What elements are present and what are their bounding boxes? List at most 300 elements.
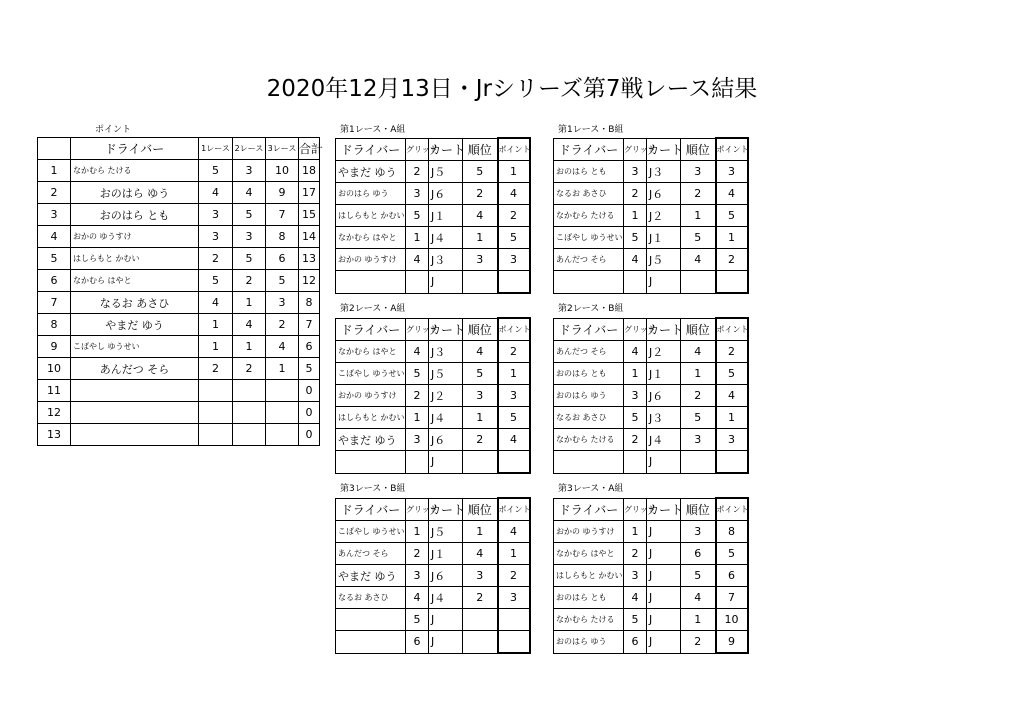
driver-cell: おかの ゆうすけ (71, 226, 199, 248)
rank-cell: 5 (38, 248, 71, 270)
grid-cell: 4 (406, 341, 429, 363)
race2-points-cell: 1 (233, 336, 266, 358)
grid-cell: 2 (624, 543, 647, 565)
race-caption-2b: 第2レース・B組 (558, 304, 624, 314)
kart-header: カート (647, 138, 681, 161)
driver-cell: はしらもと かむい (336, 407, 406, 429)
race-table-2b (553, 317, 749, 474)
points-cell: 5 (716, 543, 748, 565)
race1-points-cell: 1 (199, 336, 233, 358)
grid-cell: 5 (406, 363, 429, 385)
grid-cell: 1 (624, 205, 647, 227)
race2-points-cell: 3 (233, 226, 266, 248)
kart-cell: J１ (429, 205, 463, 227)
kart-cell: J１ (429, 543, 463, 565)
race-table-1b (553, 137, 749, 294)
driver-header: ドライバー (554, 498, 624, 521)
position-cell: 1 (463, 407, 498, 429)
kart-cell: J１ (647, 227, 681, 249)
race-table-3b (335, 497, 531, 654)
driver-cell: あんだつ そら (554, 249, 624, 271)
position-cell: 1 (681, 205, 716, 227)
race3-points-cell: 3 (266, 292, 299, 314)
points-cell: 4 (498, 521, 530, 543)
driver-header: ドライバー (336, 138, 406, 161)
grid-cell: 2 (406, 385, 429, 407)
driver-cell: あんだつ そら (336, 543, 406, 565)
driver-cell: おかの ゆうすけ (336, 385, 406, 407)
position-header: 順位 (463, 138, 498, 161)
total-points-cell: 0 (299, 424, 320, 446)
race2-points-cell (233, 380, 266, 402)
position-cell (463, 271, 498, 294)
driver-cell: なかむら たける (554, 205, 624, 227)
points-row (38, 402, 320, 424)
grid-cell: 1 (406, 227, 429, 249)
points-row (38, 358, 320, 380)
points-cell: 8 (716, 521, 748, 543)
grid-cell: 1 (624, 363, 647, 385)
race-row (554, 587, 748, 609)
grid-cell: 5 (624, 407, 647, 429)
position-cell (463, 631, 498, 654)
kart-cell: J (429, 609, 463, 631)
driver-header: ドライバー (336, 498, 406, 521)
kart-cell: J２ (647, 341, 681, 363)
points-cell (498, 271, 530, 294)
grid-cell: 3 (406, 565, 429, 587)
points-cell: 5 (716, 363, 748, 385)
total-points-cell: 13 (299, 248, 320, 270)
race1-points-cell (199, 402, 233, 424)
points-cell: 3 (498, 249, 530, 271)
race-header-row (336, 498, 530, 521)
points-cell: 2 (498, 565, 530, 587)
race1-points-cell: 2 (199, 358, 233, 380)
driver-cell: なかむら たける (71, 160, 199, 182)
points-cell: 2 (498, 341, 530, 363)
race-caption-3b: 第3レース・B組 (340, 484, 406, 494)
driver-cell: おかの ゆうすけ (336, 249, 406, 271)
rank-cell: 3 (38, 204, 71, 226)
race2-points-cell: 4 (233, 182, 266, 204)
race3-points-cell: 10 (266, 160, 299, 182)
points-cell: 3 (716, 429, 748, 451)
total-points-cell: 12 (299, 270, 320, 292)
kart-cell: J６ (647, 385, 681, 407)
driver-cell: おのはら ゆう (71, 182, 199, 204)
position-cell: 5 (681, 565, 716, 587)
kart-header: カート (429, 318, 463, 341)
position-cell: 4 (681, 249, 716, 271)
total-points-cell: 17 (299, 182, 320, 204)
grid-cell: 2 (406, 543, 429, 565)
grid-header: グリッド (624, 498, 647, 521)
race-table-2a (335, 317, 531, 474)
points-header: ポイント (498, 318, 530, 341)
total-header: 合計 (299, 138, 320, 160)
grid-cell: 4 (624, 249, 647, 271)
race3-points-cell (266, 402, 299, 424)
points-header: ポイント (716, 498, 748, 521)
points-row (38, 292, 320, 314)
kart-cell: J６ (647, 183, 681, 205)
race3-points-cell: 4 (266, 336, 299, 358)
race2-points-cell (233, 402, 266, 424)
kart-cell: J２ (647, 205, 681, 227)
rank-cell: 10 (38, 358, 71, 380)
position-cell: 3 (681, 161, 716, 183)
race2-points-cell: 1 (233, 292, 266, 314)
grid-header: グリッド (406, 138, 429, 161)
driver-cell: やまだ ゆう (71, 314, 199, 336)
rank-cell: 4 (38, 226, 71, 248)
grid-cell (624, 271, 647, 294)
race-row (336, 565, 530, 587)
driver-cell: おのはら とも (554, 161, 624, 183)
position-cell: 5 (463, 161, 498, 183)
kart-cell: J５ (429, 521, 463, 543)
race-row (554, 227, 748, 249)
driver-cell (554, 271, 624, 294)
race-row (554, 205, 748, 227)
points-cell: 6 (716, 565, 748, 587)
points-cell (716, 451, 748, 474)
race-header-row (336, 138, 530, 161)
driver-cell: はしらもと かむい (71, 248, 199, 270)
points-caption: ポイント (95, 125, 132, 135)
kart-cell: J６ (429, 565, 463, 587)
kart-cell: J４ (429, 227, 463, 249)
rank-cell: 7 (38, 292, 71, 314)
kart-cell: J (647, 609, 681, 631)
race3-points-cell: 7 (266, 204, 299, 226)
kart-cell: J (647, 271, 681, 294)
kart-header: カート (647, 498, 681, 521)
race1-points-cell: 3 (199, 204, 233, 226)
position-cell: 4 (681, 341, 716, 363)
points-row (38, 204, 320, 226)
grid-cell: 5 (406, 609, 429, 631)
position-cell: 1 (681, 609, 716, 631)
driver-cell: はしらもと かむい (554, 565, 624, 587)
kart-cell: J (429, 631, 463, 654)
race-row (336, 587, 530, 609)
grid-cell (406, 271, 429, 294)
points-row (38, 314, 320, 336)
driver-cell: こばやし ゆうせい (554, 227, 624, 249)
race-header-row (554, 138, 748, 161)
position-header: 順位 (681, 138, 716, 161)
race-header-row (554, 498, 748, 521)
race-row (554, 341, 748, 363)
grid-cell: 6 (406, 631, 429, 654)
points-cell (498, 609, 530, 631)
points-row (38, 270, 320, 292)
points-cell (498, 451, 530, 474)
total-points-cell: 6 (299, 336, 320, 358)
points-row (38, 182, 320, 204)
race2-points-cell: 4 (233, 314, 266, 336)
race-row (336, 429, 530, 451)
race-caption-3a: 第3レース・A組 (558, 484, 624, 494)
race-row (336, 543, 530, 565)
position-cell (681, 451, 716, 474)
race1-points-cell: 5 (199, 270, 233, 292)
race1-points-cell: 1 (199, 314, 233, 336)
race-header-row (554, 318, 748, 341)
total-points-cell: 18 (299, 160, 320, 182)
race-row (554, 565, 748, 587)
race2-points-cell: 5 (233, 204, 266, 226)
grid-cell (406, 451, 429, 474)
race-row (336, 609, 530, 631)
position-cell: 2 (463, 429, 498, 451)
grid-header: グリッド (406, 318, 429, 341)
race3-points-cell: 9 (266, 182, 299, 204)
driver-header: ドライバー (554, 318, 624, 341)
grid-header: グリッド (406, 498, 429, 521)
grid-cell: 5 (624, 609, 647, 631)
rank-cell: 13 (38, 424, 71, 446)
points-row (38, 226, 320, 248)
rank-cell: 2 (38, 182, 71, 204)
points-cell (498, 631, 530, 654)
kart-cell: J４ (429, 407, 463, 429)
position-header: 順位 (463, 318, 498, 341)
rank-cell: 6 (38, 270, 71, 292)
race-row (336, 521, 530, 543)
driver-cell: なかむら はやと (554, 543, 624, 565)
kart-cell: J５ (429, 161, 463, 183)
grid-cell: 4 (624, 341, 647, 363)
grid-cell: 3 (624, 161, 647, 183)
driver-cell (336, 271, 406, 294)
total-points-cell: 0 (299, 380, 320, 402)
position-cell: 1 (681, 363, 716, 385)
points-cell: 2 (716, 341, 748, 363)
position-cell: 6 (681, 543, 716, 565)
race1-points-cell (199, 380, 233, 402)
driver-header: ドライバー (71, 138, 199, 160)
race-row (336, 363, 530, 385)
points-cell (716, 271, 748, 294)
driver-cell (336, 609, 406, 631)
position-cell: 5 (681, 407, 716, 429)
position-cell: 2 (681, 385, 716, 407)
race-row (554, 385, 748, 407)
rank-cell: 9 (38, 336, 71, 358)
points-cell: 2 (498, 205, 530, 227)
points-header: ポイント (498, 498, 530, 521)
race-row (336, 631, 530, 654)
grid-cell: 5 (624, 227, 647, 249)
kart-cell: J６ (429, 429, 463, 451)
position-cell: 2 (681, 631, 716, 654)
race-row (554, 249, 748, 271)
grid-cell: 2 (624, 183, 647, 205)
grid-cell: 3 (624, 385, 647, 407)
driver-cell: はしらもと かむい (336, 205, 406, 227)
kart-cell: J (647, 451, 681, 474)
kart-cell: J (647, 543, 681, 565)
position-header: 順位 (681, 498, 716, 521)
driver-cell: おのはら とも (71, 204, 199, 226)
kart-cell: J６ (429, 183, 463, 205)
race-row (336, 183, 530, 205)
kart-cell: J２ (429, 385, 463, 407)
race-row (336, 271, 530, 294)
kart-header: カート (429, 138, 463, 161)
kart-cell: J４ (647, 429, 681, 451)
driver-cell: なるお あさひ (554, 183, 624, 205)
points-cell: 1 (498, 363, 530, 385)
position-cell: 3 (463, 249, 498, 271)
race-row (554, 609, 748, 631)
kart-header: カート (429, 498, 463, 521)
race1-points-cell: 2 (199, 248, 233, 270)
total-points-cell: 0 (299, 402, 320, 424)
rank-header (38, 138, 71, 160)
race3-points-cell: 6 (266, 248, 299, 270)
driver-cell: なかむら はやと (71, 270, 199, 292)
points-cell: 10 (716, 609, 748, 631)
race-row (554, 631, 748, 654)
rank-cell: 8 (38, 314, 71, 336)
race-header-row (336, 318, 530, 341)
race-row (336, 249, 530, 271)
total-points-cell: 14 (299, 226, 320, 248)
driver-cell: おのはら とも (554, 587, 624, 609)
driver-cell: なかむら たける (554, 609, 624, 631)
grid-cell: 2 (624, 429, 647, 451)
kart-cell: J (647, 521, 681, 543)
position-cell: 1 (463, 227, 498, 249)
kart-cell: J (429, 271, 463, 294)
race-row (336, 451, 530, 474)
driver-cell: こばやし ゆうせい (336, 363, 406, 385)
race-row (554, 407, 748, 429)
grid-cell: 1 (406, 407, 429, 429)
race-row (554, 161, 748, 183)
driver-cell: なかむら たける (554, 429, 624, 451)
points-cell: 1 (498, 161, 530, 183)
points-cell: 4 (498, 183, 530, 205)
points-cell: 5 (498, 227, 530, 249)
points-cell: 1 (716, 227, 748, 249)
driver-cell: なかむら はやと (336, 341, 406, 363)
race-row (336, 161, 530, 183)
grid-cell: 4 (406, 249, 429, 271)
page-title: 2020年12月13日・Jrシリーズ第7戦レース結果 (266, 76, 758, 102)
driver-header: ドライバー (554, 138, 624, 161)
race-table-3a (553, 497, 749, 654)
race-row (554, 429, 748, 451)
position-cell: 2 (463, 183, 498, 205)
race-row (336, 341, 530, 363)
position-cell (681, 271, 716, 294)
race-row (554, 363, 748, 385)
race3-header: 3レース (266, 138, 299, 160)
driver-cell (71, 424, 199, 446)
driver-cell: やまだ ゆう (336, 161, 406, 183)
grid-cell: 5 (406, 205, 429, 227)
race3-points-cell (266, 424, 299, 446)
grid-cell: 3 (624, 565, 647, 587)
grid-cell: 4 (624, 587, 647, 609)
points-header: ポイント (716, 138, 748, 161)
grid-cell: 4 (406, 587, 429, 609)
points-header: ポイント (716, 318, 748, 341)
points-cell: 3 (498, 385, 530, 407)
points-cell: 5 (498, 407, 530, 429)
points-cell: 7 (716, 587, 748, 609)
race-row (336, 385, 530, 407)
points-cell: 4 (498, 429, 530, 451)
driver-cell: やまだ ゆう (336, 429, 406, 451)
points-row (38, 380, 320, 402)
kart-cell: J３ (429, 341, 463, 363)
points-header-row (38, 138, 320, 160)
kart-cell: J (647, 587, 681, 609)
position-cell: 3 (463, 385, 498, 407)
driver-cell: やまだ ゆう (336, 565, 406, 587)
grid-cell: 6 (624, 631, 647, 654)
driver-cell: こばやし ゆうせい (71, 336, 199, 358)
grid-cell: 1 (406, 521, 429, 543)
points-row (38, 424, 320, 446)
race1-points-cell: 5 (199, 160, 233, 182)
driver-cell: なるお あさひ (336, 587, 406, 609)
driver-cell (336, 451, 406, 474)
driver-cell: なるお あさひ (71, 292, 199, 314)
driver-cell: こばやし ゆうせい (336, 521, 406, 543)
driver-cell: なるお あさひ (554, 407, 624, 429)
kart-cell: J５ (647, 249, 681, 271)
race-row (554, 451, 748, 474)
race-row (554, 521, 748, 543)
kart-cell: J (647, 565, 681, 587)
points-row (38, 160, 320, 182)
race3-points-cell: 5 (266, 270, 299, 292)
kart-cell: J３ (429, 249, 463, 271)
race3-points-cell: 1 (266, 358, 299, 380)
race2-points-cell (233, 424, 266, 446)
points-cell: 1 (498, 543, 530, 565)
driver-cell: おのはら ゆう (336, 183, 406, 205)
race2-points-cell: 5 (233, 248, 266, 270)
total-points-cell: 5 (299, 358, 320, 380)
total-points-cell: 15 (299, 204, 320, 226)
driver-cell: おかの ゆうすけ (554, 521, 624, 543)
driver-header: ドライバー (336, 318, 406, 341)
position-header: 順位 (681, 318, 716, 341)
driver-cell: あんだつ そら (554, 341, 624, 363)
points-table (37, 137, 324, 446)
points-cell: 4 (716, 385, 748, 407)
grid-cell: 2 (406, 161, 429, 183)
grid-cell: 3 (406, 183, 429, 205)
race2-points-cell: 2 (233, 270, 266, 292)
driver-cell (71, 402, 199, 424)
driver-cell (554, 451, 624, 474)
points-cell: 4 (716, 183, 748, 205)
points-cell: 1 (716, 407, 748, 429)
driver-cell (336, 631, 406, 654)
race-row (336, 407, 530, 429)
race1-points-cell: 3 (199, 226, 233, 248)
kart-header: カート (647, 318, 681, 341)
